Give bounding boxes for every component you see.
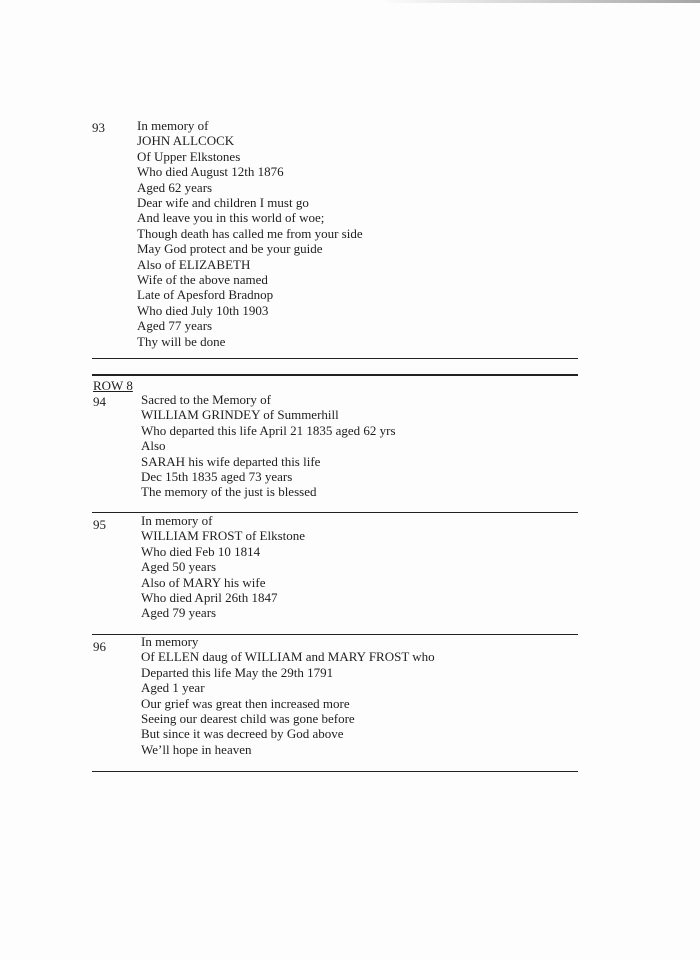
inscription-line: Late of Apesford Bradnop [137, 287, 274, 303]
inscription-line: Dec 15th 1835 aged 73 years [141, 469, 293, 485]
inscription-line: Seeing our dearest child was gone before [141, 711, 355, 727]
entry-93-inscription [137, 118, 363, 349]
inscription-line: Aged 79 years [141, 605, 217, 621]
inscription-line: Thy will be done [137, 333, 226, 349]
inscription-line: Aged 50 years [141, 559, 217, 575]
inscription-line: Who died July 10th 1903 [137, 302, 269, 318]
inscription-line: In memory of [141, 513, 213, 528]
inscription-line: WILLIAM GRINDEY of Summerhill [141, 407, 339, 423]
entry-96-inscription [141, 634, 435, 757]
entry-96-number: 96 [93, 639, 106, 654]
inscription-line: And leave you in this world of woe; [137, 210, 325, 226]
entry-93-number: 93 [92, 120, 105, 135]
entry-95-inscription [141, 513, 305, 621]
divider-rule [92, 358, 578, 359]
inscription-line: Who died August 12th 1876 [137, 164, 284, 180]
inscription-line: WILLIAM FROST of Elkstone [141, 528, 306, 544]
inscription-line: Dear wife and children I must go [137, 195, 309, 211]
inscription-line: Also of ELIZABETH [137, 256, 251, 272]
inscription-line: Who died April 26th 1847 [141, 590, 278, 606]
divider-rule [92, 374, 578, 376]
inscription-line: Of ELLEN daug of WILLIAM and MARY FROST who [141, 649, 435, 665]
inscription-line: In memory of [137, 118, 209, 133]
inscription-line: May God protect and be your guide [137, 241, 323, 257]
inscription-line: Aged 62 years [137, 179, 213, 195]
entry-94-number: 94 [93, 394, 106, 409]
inscription-line: Departed this life May the 29th 1791 [141, 664, 334, 680]
divider-rule [92, 771, 578, 772]
inscription-line: Also of MARY his wife [141, 574, 266, 590]
inscription-line: The memory of the just is blessed [141, 484, 317, 500]
inscription-line: Who died Feb 10 1814 [141, 543, 261, 559]
inscription-line: Though death has called me from your side [137, 225, 363, 241]
inscription-line: Wife of the above named [137, 272, 268, 288]
inscription-line: JOHN ALLCOCK [137, 133, 235, 149]
entry-95-number: 95 [93, 517, 106, 532]
inscription-line: We’ll hope in heaven [141, 741, 252, 757]
inscription-line: Aged 77 years [137, 318, 213, 334]
inscription-line: Who departed this life April 21 1835 aged 62 yrs [141, 422, 396, 438]
entry-94-inscription [141, 392, 396, 500]
inscription-line: In memory [141, 634, 199, 649]
inscription-line: Sacred to the Memory of [141, 392, 271, 407]
row-heading: ROW 8 [93, 378, 133, 393]
inscription-line: Aged 1 year [141, 680, 205, 696]
scan-edge-shadow [380, 0, 700, 3]
inscription-line: Our grief was great then increased more [141, 695, 350, 711]
inscription-line: Of Upper Elkstones [137, 148, 241, 164]
inscription-line: SARAH his wife departed this life [141, 453, 321, 469]
inscription-line: But since it was decreed by God above [141, 726, 344, 742]
inscription-line: Also [141, 438, 166, 454]
